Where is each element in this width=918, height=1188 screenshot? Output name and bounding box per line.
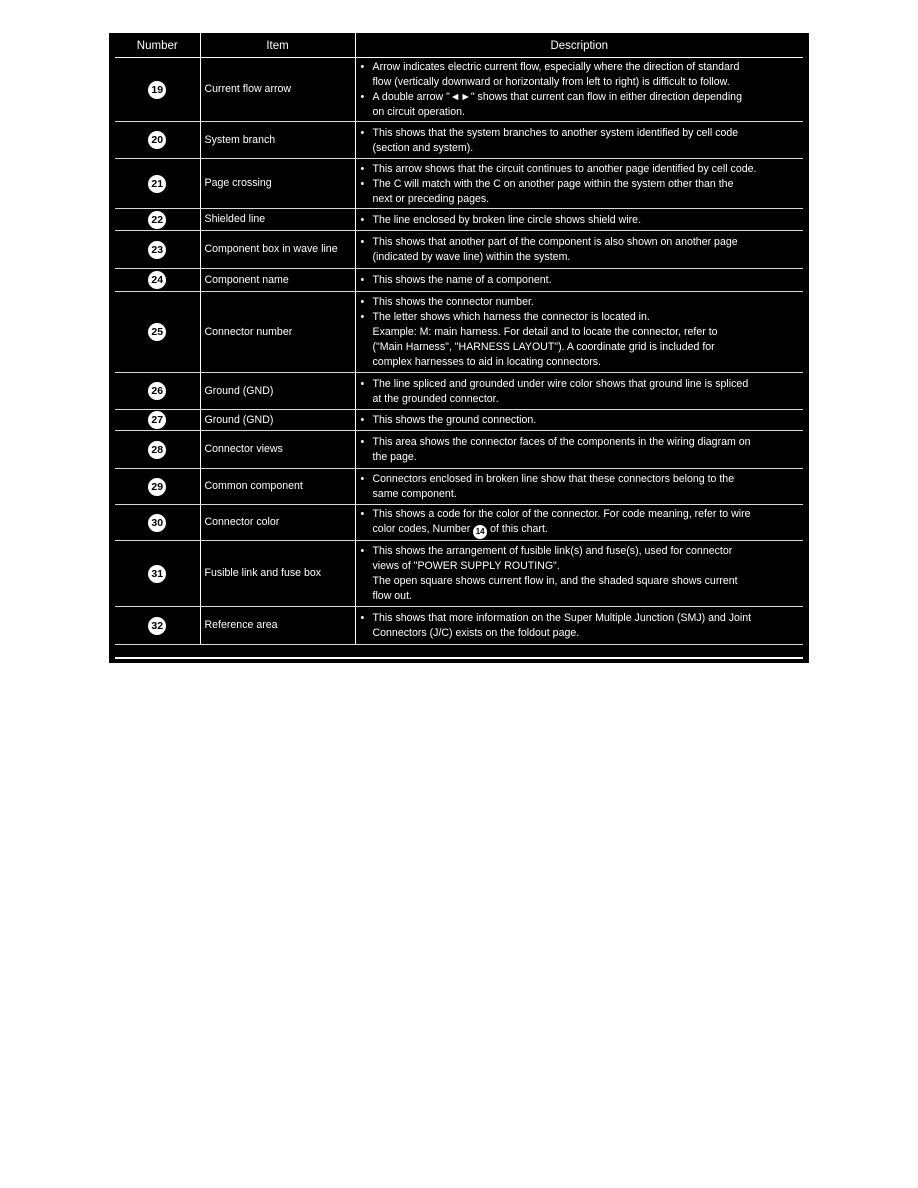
row-item-cell: Reference area (200, 607, 355, 645)
table-row (115, 431, 803, 469)
circled-number-badge: 27 (148, 411, 166, 429)
row-description-cell (355, 292, 803, 373)
bullet-line: • The C will match with the C on another page within the system other than the (360, 177, 800, 192)
description-line (360, 522, 800, 539)
table-body (115, 58, 803, 645)
row-number-cell (115, 269, 200, 292)
row-item-cell: Common component (200, 469, 355, 505)
description-line: on circuit operation. (372, 106, 465, 118)
description-line: (indicated by wave line) within the system. (372, 251, 571, 263)
row-description-cell (355, 269, 803, 292)
description-line: the page. (372, 451, 417, 463)
table-row (115, 231, 803, 269)
description-line: same component. (372, 488, 457, 500)
description-line: views of "POWER SUPPLY ROUTING". (372, 560, 560, 572)
description-line: complex harnesses to aid in locating connectors. (372, 356, 601, 368)
row-number-cell (115, 373, 200, 410)
table-row (115, 410, 803, 431)
bullet-line: • This shows that another part of the component is also shown on another page (360, 235, 800, 250)
circled-number-badge: 19 (148, 81, 166, 99)
bullet-line: • This shows that more information on the Super Multiple Junction (SMJ) and Joint (360, 611, 800, 626)
circled-number-badge: 30 (148, 514, 166, 532)
row-item-cell: Component box in wave line (200, 231, 355, 269)
header-number: Number (115, 33, 200, 58)
description-line: Example: M: main harness. For detail and to locate the connector, refer to (372, 326, 718, 338)
table-row (115, 607, 803, 645)
row-description-cell (355, 410, 803, 431)
row-number-cell (115, 209, 200, 231)
description-line: The open square shows current flow in, and the shaded square shows current (372, 575, 738, 587)
row-item-cell: Shielded line (200, 209, 355, 231)
header-item: Item (200, 33, 355, 58)
row-description-cell (355, 607, 803, 645)
table-row (115, 505, 803, 541)
circled-number-badge: 32 (148, 617, 166, 635)
table-row (115, 469, 803, 505)
circled-number-badge: 25 (148, 323, 166, 341)
circled-number-badge: 26 (148, 382, 166, 400)
row-number-cell (115, 231, 200, 269)
row-item-cell: Page crossing (200, 159, 355, 209)
row-number-cell (115, 505, 200, 541)
row-number-cell (115, 122, 200, 159)
row-description-cell (355, 541, 803, 607)
description-line: next or preceding pages. (372, 192, 490, 205)
row-description-cell (355, 159, 803, 209)
bullet-line: • This arrow shows that the circuit continues to another page identified by cell code. (360, 162, 800, 177)
description-line: at the grounded connector. (372, 392, 499, 405)
description-line: flow (vertically downward or horizontally from left to right) is difficult to follow. (372, 76, 730, 88)
table-row (115, 373, 803, 410)
circled-number-badge: 28 (148, 441, 166, 459)
table-row (115, 58, 803, 122)
description-text: color codes, Number (372, 523, 474, 535)
row-item-cell: Component name (200, 269, 355, 292)
description-text: of this chart. (487, 523, 548, 535)
circled-number-badge: 31 (148, 565, 166, 583)
row-number-cell (115, 469, 200, 505)
header-description: Description (355, 33, 803, 58)
legend-table (115, 33, 803, 645)
row-number-cell (115, 541, 200, 607)
bullet-line: • This shows the ground connection. (360, 413, 800, 428)
circled-number-badge: 20 (148, 131, 166, 149)
bullet-line: • The letter shows which harness the connector is located in. (360, 310, 800, 325)
row-item-cell: Connector color (200, 505, 355, 541)
row-item-cell: Ground (GND) (200, 373, 355, 410)
row-description-cell (355, 505, 803, 541)
header-row (115, 33, 803, 58)
description-line: flow out. (372, 590, 412, 602)
table-row (115, 292, 803, 373)
row-item-cell: System branch (200, 122, 355, 159)
circled-number-badge: 29 (148, 478, 166, 496)
circled-number-badge: 23 (148, 241, 166, 259)
reference-chart-panel (109, 33, 809, 663)
row-item-cell: Fusible link and fuse box (200, 541, 355, 607)
table-row (115, 269, 803, 292)
row-description-cell (355, 431, 803, 469)
row-item-cell: Current flow arrow (200, 58, 355, 122)
table-row (115, 122, 803, 159)
bullet-line: • The line spliced and grounded under wire color shows that ground line is spliced (360, 377, 800, 392)
row-number-cell (115, 410, 200, 431)
row-description-cell (355, 469, 803, 505)
row-description-cell (355, 373, 803, 410)
bullet-line: • This area shows the connector faces of the components in the wiring diagram on (360, 435, 800, 450)
row-number-cell (115, 159, 200, 209)
description-line: (section and system). (372, 141, 474, 154)
circled-number-badge: 24 (148, 271, 166, 289)
row-number-cell (115, 292, 200, 373)
description-line: ("Main Harness", "HARNESS LAYOUT"). A coordinate grid is included for (372, 341, 715, 353)
row-item-cell: Ground (GND) (200, 410, 355, 431)
bullet-line: • This shows the arrangement of fusible link(s) and fuse(s), used for connector (360, 544, 800, 559)
row-item-cell: Connector views (200, 431, 355, 469)
row-item-cell: Connector number (200, 292, 355, 373)
row-description-cell (355, 58, 803, 122)
bullet-line: • A double arrow "◄►" shows that current can flow in either direction depending (360, 90, 800, 105)
table-row (115, 209, 803, 231)
table-row (115, 541, 803, 607)
bullet-line: • This shows a code for the color of the connector. For code meaning, refer to wire (360, 507, 800, 522)
circled-number-badge: 22 (148, 211, 166, 229)
row-description-cell (355, 122, 803, 159)
row-number-cell (115, 607, 200, 645)
circled-number-badge: 14 (473, 525, 487, 539)
table-row (115, 159, 803, 209)
bullet-line: • The line enclosed by broken line circle shows shield wire. (360, 213, 800, 228)
circled-number-badge: 21 (148, 175, 166, 193)
bullet-line: • Connectors enclosed in broken line show that these connectors belong to the (360, 472, 800, 487)
bullet-line: • This shows that the system branches to another system identified by cell code (360, 126, 800, 141)
row-description-cell (355, 231, 803, 269)
description-line: Connectors (J/C) exists on the foldout page. (372, 627, 580, 639)
bullet-line: • Arrow indicates electric current flow, especially where the direction of standard (360, 60, 800, 75)
bottom-rule (115, 657, 803, 659)
bullet-line: • This shows the name of a component. (360, 273, 800, 288)
row-number-cell (115, 431, 200, 469)
row-number-cell (115, 58, 200, 122)
bullet-line: • This shows the connector number. (360, 295, 800, 310)
row-description-cell (355, 209, 803, 231)
